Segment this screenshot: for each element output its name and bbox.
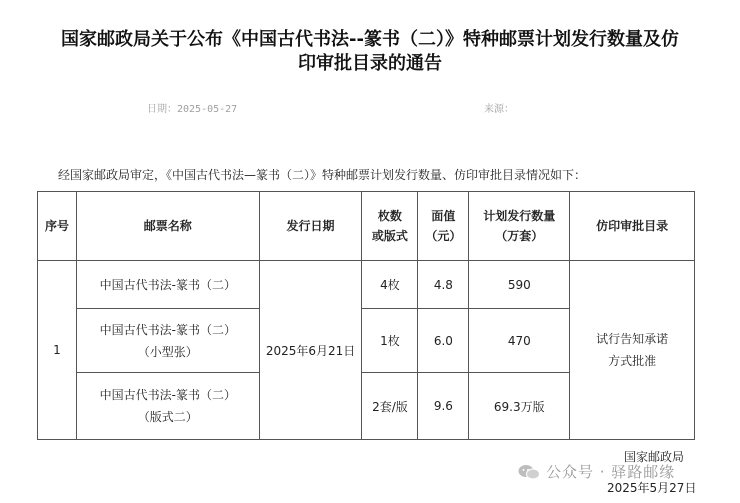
cell-count: 4枚 (362, 261, 418, 309)
cell-quantity: 69.3万版 (469, 373, 570, 440)
table-header-row (38, 192, 695, 261)
cell-approval: 试行告知承诺 方式批准 (570, 261, 695, 440)
publish-date: 日期：2025-05-27 (147, 104, 238, 115)
header-approval: 仿印审批目录 (570, 192, 695, 261)
cell-stamp-name: 中国古代书法-篆书（二） （小型张） (76, 309, 259, 373)
cell-stamp-name: 中国古代书法-篆书（二） (76, 261, 259, 309)
cell-issue-date: 2025年6月21日 (259, 261, 362, 440)
title-line-1: 国家邮政局关于公布《中国古代书法--篆书（二）》特种邮票计划发行数量及仿 (61, 29, 679, 50)
issue-notice-date: 2025年5月27日 (607, 481, 697, 495)
cell-quantity: 470 (469, 309, 570, 373)
header-quantity: 计划发行数量 （万套） (469, 192, 570, 261)
source-label: 来源： (484, 104, 514, 115)
cell-face-value: 4.8 (418, 261, 469, 309)
cell-count: 1枚 (362, 309, 418, 373)
header-issue-date: 发行日期 (259, 192, 362, 261)
header-face-value: 面值 （元） (418, 192, 469, 261)
header-count: 枚数 或版式 (362, 192, 418, 261)
header-stamp-name: 邮票名称 (76, 192, 259, 261)
title-line-2: 印审批目录的通告 (298, 53, 442, 74)
cell-face-value: 9.6 (418, 373, 469, 440)
header-serial: 序号 (38, 192, 77, 261)
table-row (38, 261, 695, 309)
wechat-icon (518, 464, 540, 480)
issuer-signature: 国家邮政局 (624, 450, 685, 464)
watermark-text: 公众号 · 驿路邮缘 (546, 463, 676, 481)
page-title (0, 28, 740, 76)
cell-quantity: 590 (469, 261, 570, 309)
cell-serial: 1 (38, 261, 77, 440)
cell-count: 2套/版 (362, 373, 418, 440)
cell-face-value: 6.0 (418, 309, 469, 373)
intro-paragraph: 经国家邮政局审定，《中国古代书法—篆书（二）》特种邮票计划发行数量、仿印审批目录情况如下： (58, 168, 587, 182)
stamp-table (37, 191, 695, 440)
cell-stamp-name: 中国古代书法-篆书（二） （版式二） (76, 373, 259, 440)
